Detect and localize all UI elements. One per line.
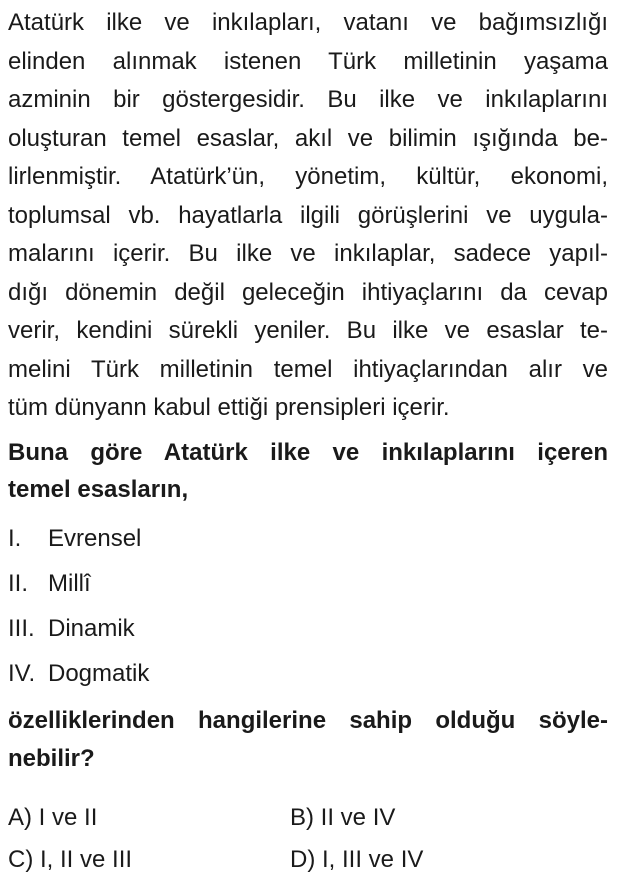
item-text: Dinamik: [48, 614, 135, 642]
option-text: I ve II: [38, 803, 98, 831]
answer-options: [8, 800, 608, 878]
item-number: II.: [8, 569, 29, 597]
item-number: I.: [8, 524, 22, 552]
option-text: I, II ve III: [40, 845, 133, 873]
list-item: [8, 606, 608, 651]
question-line: Buna göre Atatürk ilke ve inkılaplarını içeren: [8, 438, 608, 466]
item-number: III.: [8, 614, 35, 642]
passage-line: tüm dünyann kabul ettiği prensipleri içerir.: [8, 394, 450, 421]
item-number: IV.: [8, 659, 36, 687]
passage-line: oluşturan temel esaslar, akıl ve bilimin ışığında be-: [8, 124, 608, 152]
list-item: [8, 516, 608, 561]
question-page: [8, 4, 608, 878]
passage-line: verir, kendini sürekli yeniler. Bu ilke ve esaslar te-: [8, 317, 608, 344]
passage-line: toplumsal vb. hayatlarla ilgili görüşlerini ve uygula-: [8, 201, 608, 229]
option-label: A): [8, 803, 32, 831]
question-stem: [8, 434, 608, 508]
option-c[interactable]: [8, 842, 290, 878]
option-label: C): [8, 845, 34, 873]
list-item: [8, 651, 608, 696]
option-text: I, III ve IV: [322, 845, 424, 873]
passage-text: [8, 4, 608, 428]
passage-line: melini Türk milletinin temel ihtiyaçlarından alır ve: [8, 355, 608, 383]
option-text: II ve IV: [320, 803, 396, 831]
question-line: özelliklerinden hangilerine sahip olduğu söyle-: [8, 706, 608, 734]
passage-line: dığı dönemin değil geleceğin ihtiyaçlarını da cevap: [8, 278, 608, 306]
passage-line: elinden alınmak istenen Türk milletinin yaşama: [8, 47, 608, 75]
item-text: Evrensel: [48, 524, 142, 552]
list-item: [8, 561, 608, 606]
item-text: Millî: [48, 569, 91, 597]
option-b[interactable]: [290, 800, 572, 836]
option-label: B): [290, 803, 314, 831]
passage-line: malarını içerir. Bu ilke ve inkılaplar, sadece yapıl-: [8, 240, 608, 267]
question-line: nebilir?: [8, 744, 95, 772]
item-text: Dogmatik: [48, 659, 150, 687]
option-a[interactable]: [8, 800, 290, 836]
option-label: D): [290, 845, 316, 873]
passage-line: azminin bir göstergesidir. Bu ilke ve inkılaplarını: [8, 86, 608, 113]
passage-line: Atatürk ilke ve inkılapları, vatanı ve bağımsızlığı: [8, 9, 608, 36]
passage-line: lirlenmiştir. Atatürk’ün, yönetim, kültür, ekonomi,: [8, 163, 608, 190]
question-prompt: [8, 702, 608, 778]
roman-numeral-list: [8, 516, 608, 696]
option-d[interactable]: [290, 842, 572, 878]
question-line: temel esasların,: [8, 475, 189, 503]
